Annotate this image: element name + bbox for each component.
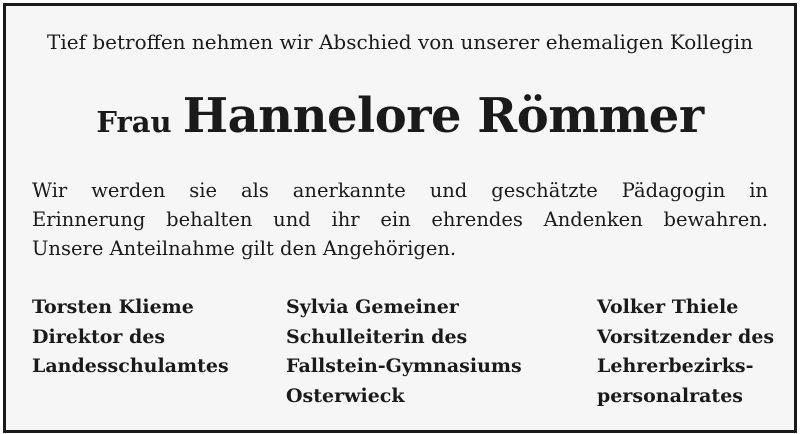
obituary-notice: [3, 3, 797, 433]
signers-section: [6, 293, 794, 423]
signer-1-name: Torsten Klieme: [32, 296, 194, 318]
intro-text: Tief betroffen nehmen wir Abschied von unserer ehemaligen Kollegin: [47, 30, 753, 54]
message-line-2: Erinnerung behalten und ihr ein ehrendes Andenken bewahren.: [32, 208, 768, 231]
signer-3-institution-part-1: Lehrerbezirks-: [597, 355, 754, 377]
signer-block-1: [32, 293, 229, 382]
signer-1-role: Direktor des: [32, 325, 166, 348]
signer-block-2: [286, 293, 522, 411]
name-prefix: Frau: [96, 105, 172, 139]
deceased-name-heading: [6, 88, 794, 144]
signer-1-institution: Landesschulamtes: [32, 355, 229, 377]
condolence-message: [32, 176, 768, 263]
signer-3-name: Volker Thiele: [597, 296, 739, 318]
message-line-1: Wir werden sie als anerkannte und geschätzte Pädagogin in: [32, 179, 768, 202]
signer-2-institution: Fallstein-Gymnasiums: [286, 355, 522, 377]
signer-3-role: Vorsitzender des: [597, 325, 775, 348]
signer-3-institution-part-2: personalrates: [597, 384, 743, 407]
signer-2-location: Osterwieck: [286, 384, 405, 407]
signer-block-3: [597, 293, 774, 411]
message-line-3: Unsere Anteilnahme gilt den Angehörigen.: [32, 237, 457, 260]
signer-2-role: Schulleiterin des: [286, 325, 468, 348]
deceased-name: Hannelore Römmer: [182, 88, 704, 144]
signer-2-name: Sylvia Gemeiner: [286, 296, 459, 318]
